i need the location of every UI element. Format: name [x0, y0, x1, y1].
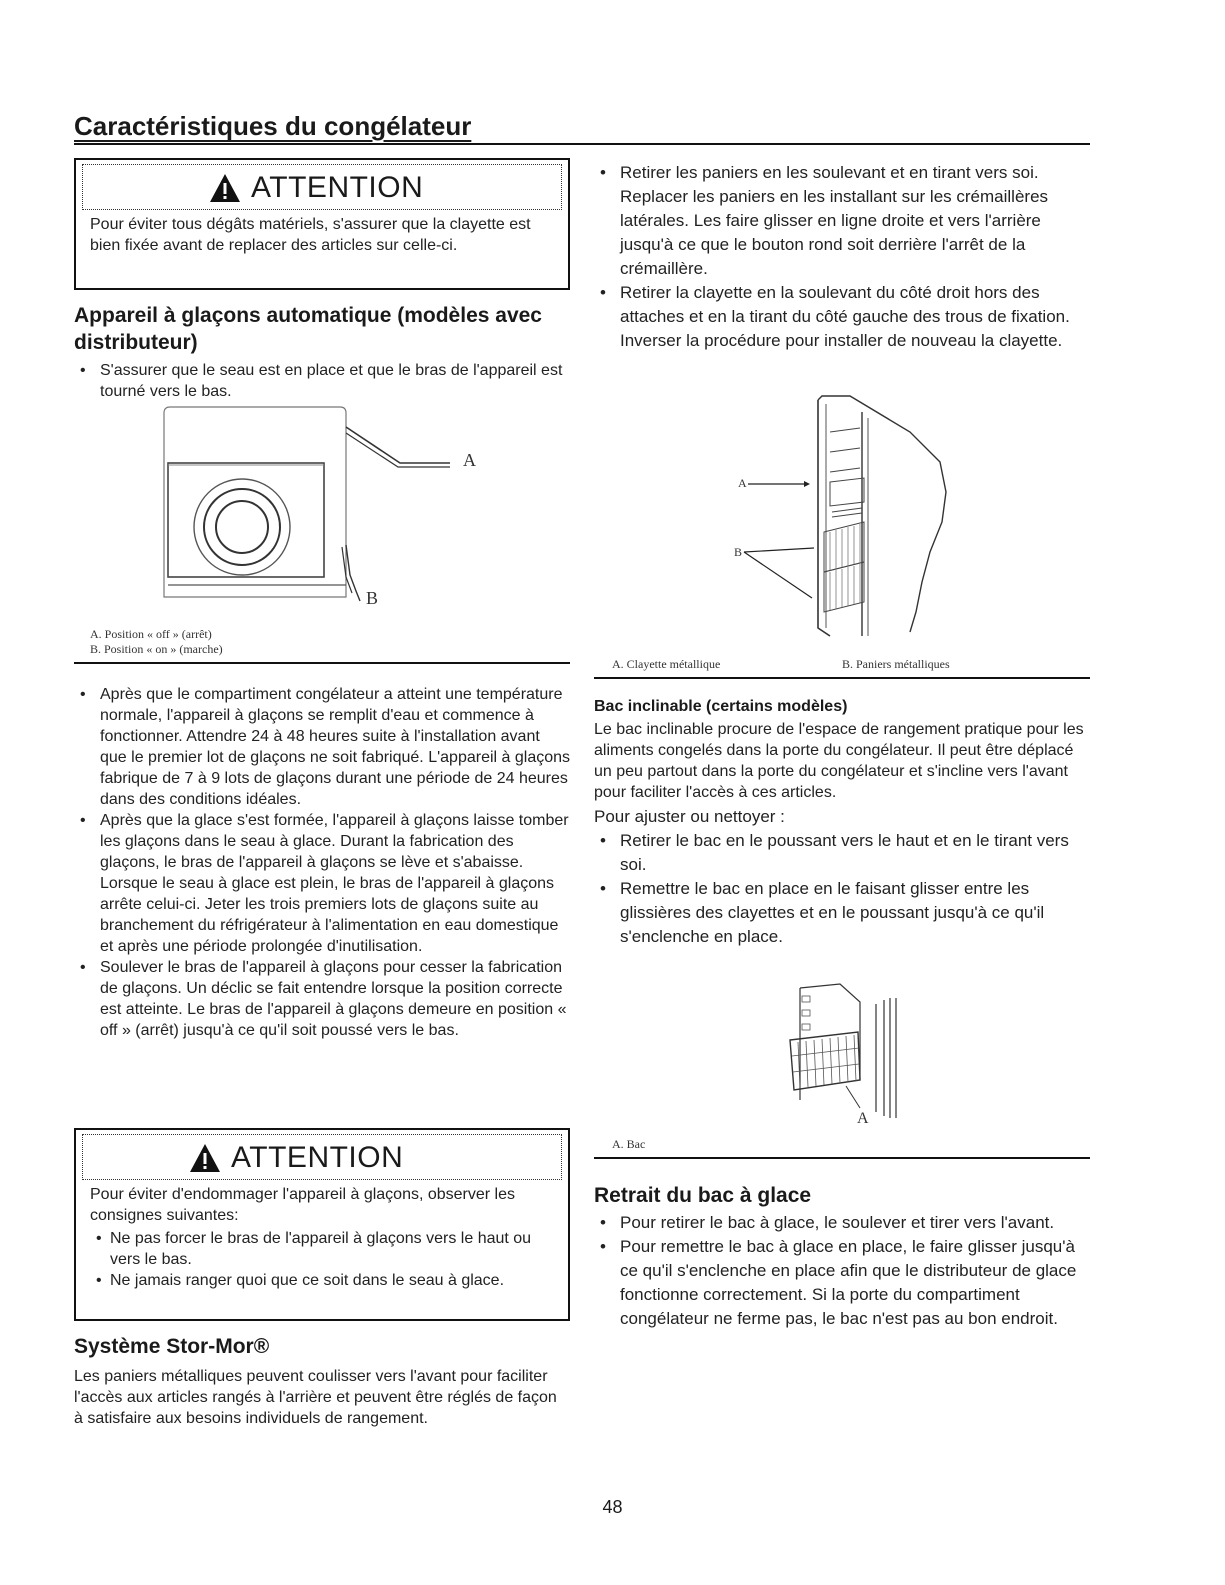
list-item: • Après que la glace s'est formée, l'appareil à glaçons laisse tomber les glaçons dans le seau à glace. Durant la fabrication des glaçons, le bras de l'appareil à glaçons se lève et s'abaisse. Lorsque le seau à glace est plein, le bras de l'appareil à glaçons arrête celui-ci. Jeter les trois premiers lots de glaçons suite au branchement du réfrigérateur à l'alimentation en eau domestique et après une période prolongée d'inutilisation. [74, 810, 570, 957]
caption-b: B. Paniers métalliques [842, 657, 950, 671]
list-item: • Retirer le bac en le poussant vers le haut et en le tirant vers soi. [594, 829, 1090, 877]
tilt-bin-list [594, 829, 1090, 949]
attention-header [82, 1134, 562, 1180]
figure-label-a: A [738, 476, 747, 490]
section-rule [594, 677, 1090, 679]
page-title: Caractéristiques du congélateur [74, 111, 472, 141]
caption-a: A. Bac [612, 1137, 646, 1151]
ice-bin-heading: Retrait du bac à glace [594, 1184, 812, 1207]
list-item: • Ne pas forcer le bras de l'appareil à glaçons vers le haut ou vers le bas. [90, 1228, 556, 1270]
list-item: • Remettre le bac en place en le faisant glisser entre les glissières des clayettes et en le poussant jusqu'à ce qu'il s'enclenche en place. [594, 877, 1090, 949]
attention-box-2 [74, 1128, 570, 1321]
attention-text: Pour éviter tous dégâts matériels, s'assurer que la clayette est bien fixée avant de replacer des articles sur celle-ci. [90, 216, 531, 254]
stor-mor-text: Les paniers métalliques peuvent coulisser vers l'avant pour faciliter l'accès aux articles rangés à l'arrière et peuvent être réglés de façon à satisfaire aux besoins individuels de rangement. [74, 1368, 557, 1427]
list-item: • Ne jamais ranger quoi que ce soit dans le seau à glace. [90, 1270, 556, 1291]
stor-mor-heading: Système Stor-Mor® [74, 1335, 270, 1358]
shelves-section [594, 161, 1090, 353]
page-number: 48 [602, 1497, 623, 1517]
ice-bin-list [594, 1211, 1090, 1331]
attention-list [90, 1228, 556, 1291]
shelves-list [594, 161, 1090, 353]
caption-a: A. Position « off » (arrêt) [90, 627, 212, 641]
figure-label-a: A [463, 450, 476, 470]
ice-maker-captions [74, 627, 586, 657]
tilt-bin-section [594, 696, 1090, 949]
ice-maker-heading: Appareil à glaçons automatique (modèles avec distributeur) [74, 304, 542, 354]
tilt-bin-text: Le bac inclinable procure de l'espace de rangement pratique pour les aliments congelés dans la porte du congélateur. Il peut être déplacé un peu partout dans la porte du congélateur et s'incline vers l'avant pour faciliter l'accès à ces articles. [594, 721, 1084, 801]
list-item: • Après que le compartiment congélateur a atteint une température normale, l'appareil à glaçons se remplit d'eau et commence à fonctionner. Attendre 24 à 48 heures suite à l'installation avant que le premier lot de glaçons ne soit fabriqué. L'appareil à glaçons fabrique de 7 à 9 lots de glaçons durant une période de 24 heures dans des conditions idéales. [74, 684, 570, 810]
ice-maker-intro-list [74, 360, 570, 402]
ice-maker-list [74, 684, 570, 1041]
tilt-bin-adjust: Pour ajuster ou nettoyer : [594, 807, 785, 826]
attention-text [76, 1180, 568, 1297]
attention-label: ATTENTION [251, 171, 424, 204]
list-item: • Pour retirer le bac à glace, le soulever et tirer vers l'avant. [594, 1211, 1090, 1235]
section-rule [594, 1157, 1090, 1159]
list-item: • Soulever le bras de l'appareil à glaçons pour cesser la fabrication de glaçons. Un déclic se fait entendre lorsque la position correcte est atteinte. Le bras de l'appareil à glaçons demeure en position « off » (arrêt) jusqu'à ce qu'il soit poussé vers le bas. [74, 957, 570, 1041]
list-item: • Pour remettre le bac à glace en place, le faire glisser jusqu'à ce qu'il s'enclenche en place afin que le distributeur de glace fonctionne correctement. Si la porte du compartiment congélateur ne ferme pas, le bac n'est pas au bon endroit. [594, 1235, 1090, 1331]
section-rule [74, 662, 570, 664]
list-item: • S'assurer que le seau est en place et que le bras de l'appareil est tourné vers le bas. [74, 360, 570, 402]
list-item: • Retirer les paniers en les soulevant et en tirant vers soi. Replacer les paniers en les installant sur les crémaillères latérales. Les faire glisser en ligne droite et vers l'arrière jusqu'à ce que le bouton rond soit derrière l'arrêt de la crémaillère. [594, 161, 1090, 281]
ice-maker-bullets [74, 684, 570, 1041]
attention-box-1 [74, 158, 570, 290]
attention-label: ATTENTION [231, 1141, 404, 1174]
ice-bin-section [594, 1182, 1090, 1331]
ice-maker-illustration [150, 405, 490, 610]
figure-label-b: B [734, 545, 743, 559]
caption-a: A. Clayette métallique [612, 657, 721, 671]
tilt-bin-illustration [780, 980, 920, 1125]
caption-b: B. Position « on » (marche) [90, 642, 223, 656]
figure-label-b: B [366, 588, 379, 608]
stor-mor-section [74, 1333, 570, 1429]
tilt-bin-heading: Bac inclinable (certains modèles) [594, 698, 848, 715]
attention-intro: Pour éviter d'endommager l'appareil à glaçons, observer les consignes suivantes: [90, 1186, 515, 1224]
title-rule [74, 143, 1090, 145]
ice-maker-section [74, 302, 570, 402]
freezer-shelves-illustration [730, 392, 960, 642]
warning-triangle-icon [209, 173, 241, 203]
attention-header [82, 164, 562, 210]
list-item: • Retirer la clayette en la soulevant du côté droit hors des attaches et en la tirant du côté gauche des trous de fixation. Inverser la procédure pour installer de nouveau la clayette. [594, 281, 1090, 353]
warning-triangle-icon [189, 1143, 221, 1173]
figure-label-a: A [857, 1110, 869, 1127]
